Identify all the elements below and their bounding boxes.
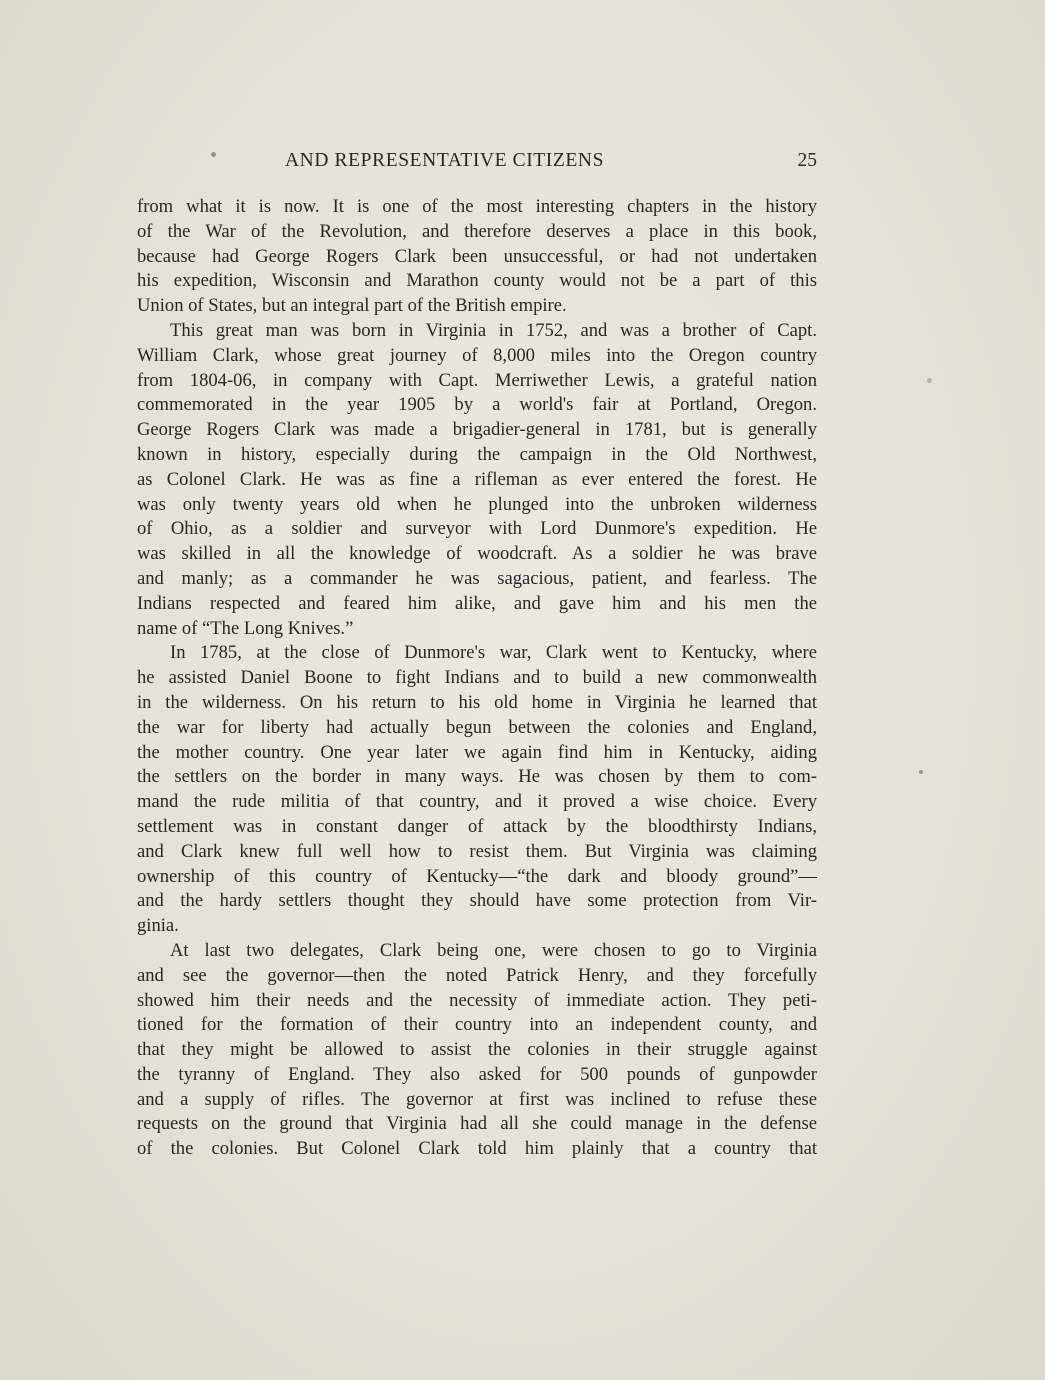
text-line: name of “The Long Knives.” xyxy=(137,617,354,639)
text-line: tioned for the formation of their country into an independent county, and xyxy=(137,1014,817,1036)
text-line: commemorated in the year 1905 by a world's fair at Portland, Oregon. xyxy=(137,394,817,416)
text-line: settlement was in constant danger of attack by the bloodthirsty Indians, xyxy=(137,815,817,837)
text-line: that they might be allowed to assist the colonies in their struggle against xyxy=(137,1039,817,1061)
text-line: was only twenty years old when he plunged into the unbroken wilderness xyxy=(137,493,817,515)
text-line: and a supply of rifles. The governor at first was inclined to refuse these xyxy=(137,1088,817,1110)
paper-speck xyxy=(927,378,932,383)
text-line: his expedition, Wisconsin and Marathon county would not be a part of this xyxy=(137,270,817,292)
text-line: and manly; as a commander he was sagacious, patient, and fearless. The xyxy=(137,567,817,589)
text-line: of the War of the Revolution, and therefore deserves a place in this book, xyxy=(137,220,817,242)
text-line: of Ohio, as a soldier and surveyor with Lord Dunmore's expedition. He xyxy=(137,518,817,540)
text-line: George Rogers Clark was made a brigadier-general in 1781, but is generally xyxy=(137,419,817,441)
text-line: and see the governor—then the noted Patrick Henry, and they forcefully xyxy=(137,964,817,986)
text-line: because had George Rogers Clark been unsuccessful, or had not undertaken xyxy=(137,245,817,267)
page-number: 25 xyxy=(797,150,817,171)
text-line: as Colonel Clark. He was as fine a rifleman as ever entered the forest. He xyxy=(137,468,817,490)
text-line: William Clark, whose great journey of 8,000 miles into the Oregon country xyxy=(137,344,817,366)
text-line: In 1785, at the close of Dunmore's war, Clark went to Kentucky, where xyxy=(170,642,817,664)
text-line: and Clark knew full well how to resist them. But Virginia was claiming xyxy=(137,840,817,862)
text-line: the settlers on the border in many ways. He was chosen by them to com- xyxy=(137,766,817,788)
text-line: the mother country. One year later we again find him in Kentucky, aiding xyxy=(137,741,817,763)
text-line: Indians respected and feared him alike, and gave him and his men the xyxy=(137,592,817,614)
text-line: This great man was born in Virginia in 1752, and was a brother of Capt. xyxy=(170,319,817,341)
body-text xyxy=(137,195,817,1162)
text-line: in the wilderness. On his return to his old home in Virginia he learned that xyxy=(137,691,817,713)
paper-speck xyxy=(919,770,923,774)
running-title: AND REPRESENTATIVE CITIZENS xyxy=(285,150,605,171)
text-line: ginia. xyxy=(137,915,179,937)
text-line: the war for liberty had actually begun between the colonies and England, xyxy=(137,716,817,738)
text-line: the tyranny of England. They also asked for 500 pounds of gunpowder xyxy=(137,1063,817,1085)
text-line: Union of States, but an integral part of the British empire. xyxy=(137,295,567,317)
text-line: showed him their needs and the necessity of immediate action. They peti- xyxy=(137,989,817,1011)
text-line: from 1804-06, in company with Capt. Merriwether Lewis, a grateful nation xyxy=(137,369,817,391)
text-line: At last two delegates, Clark being one, were chosen to go to Virginia xyxy=(170,939,817,961)
text-line: known in history, especially during the campaign in the Old Northwest, xyxy=(137,443,817,465)
running-header xyxy=(137,150,817,180)
text-line: ownership of this country of Kentucky—“the dark and bloody ground”— xyxy=(137,865,817,887)
text-line: and the hardy settlers thought they should have some protection from Vir- xyxy=(137,890,817,912)
text-line: mand the rude militia of that country, and it proved a wise choice. Every xyxy=(137,791,817,813)
text-line: from what it is now. It is one of the most interesting chapters in the history xyxy=(137,196,817,217)
text-line: was skilled in all the knowledge of woodcraft. As a soldier he was brave xyxy=(137,543,817,565)
text-line: requests on the ground that Virginia had all she could manage in the defense xyxy=(137,1113,817,1135)
text-line: he assisted Daniel Boone to fight Indians and to build a new commonwealth xyxy=(137,667,817,689)
text-line: of the colonies. But Colonel Clark told him plainly that a country that xyxy=(137,1138,817,1160)
